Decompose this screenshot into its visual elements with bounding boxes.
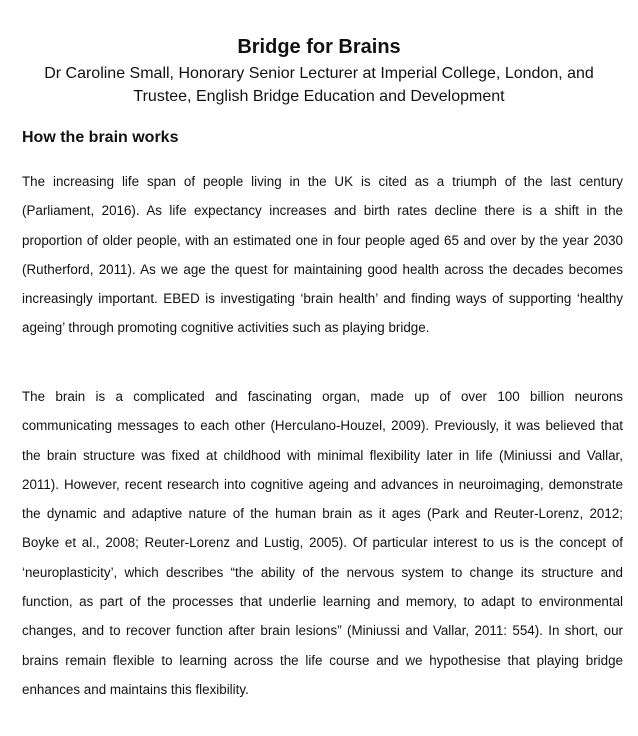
author-byline: Dr Caroline Small, Honorary Senior Lecturer at Imperial College, London, and Trustee, English Bridge Education and Development [44, 65, 594, 105]
body-paragraph-2: The brain is a complicated and fascinating organ, made up of over 100 billion neurons communicating messages to each other (Herculano-Houzel, 2009). Previously, it was believed that the brain structure was fixed at childhood with minimal flexibility later in life (Miniussi and Vallar, 2011). However, recent research into cognitive ageing and advances in neuroimaging, demonstrate the dynamic and adaptive nature of the human brain as it ages (Park and Reuter-Lorenz, 2012; Boyke et al., 2008; Reuter-Lorenz and Lustig, 2005). Of particular interest to us is the concept of ‘neuroplasticity’, which describes “the ability of the nervous system to change its structure and function, as part of the processes that underlie learning and memory, to adapt to environmental changes, and to recover function after brain lesions” (Miniussi and Vallar, 2011: 554). In short, our brains remain flexible to learning across the life course and we hypothesise that playing bridge enhances and maintains this flexibility. [22, 389, 623, 697]
document-title: Bridge for Brains [237, 36, 401, 58]
body-paragraph-1: The increasing life span of people living in the UK is cited as a triumph of the last century (Parliament, 2016). As life expectancy increases and birth rates decline there is a shift in the proportion of older people, with an estimated one in four people aged 65 and over by the year 2030 (Rutherford, 2011). As we age the quest for maintaining good health across the decades becomes increasingly important. EBED is investigating ‘brain health’ and finding ways of supporting ‘healthy ageing’ through promoting cognitive activities such as playing bridge. [22, 174, 623, 336]
section-heading: How the brain works [22, 129, 179, 146]
